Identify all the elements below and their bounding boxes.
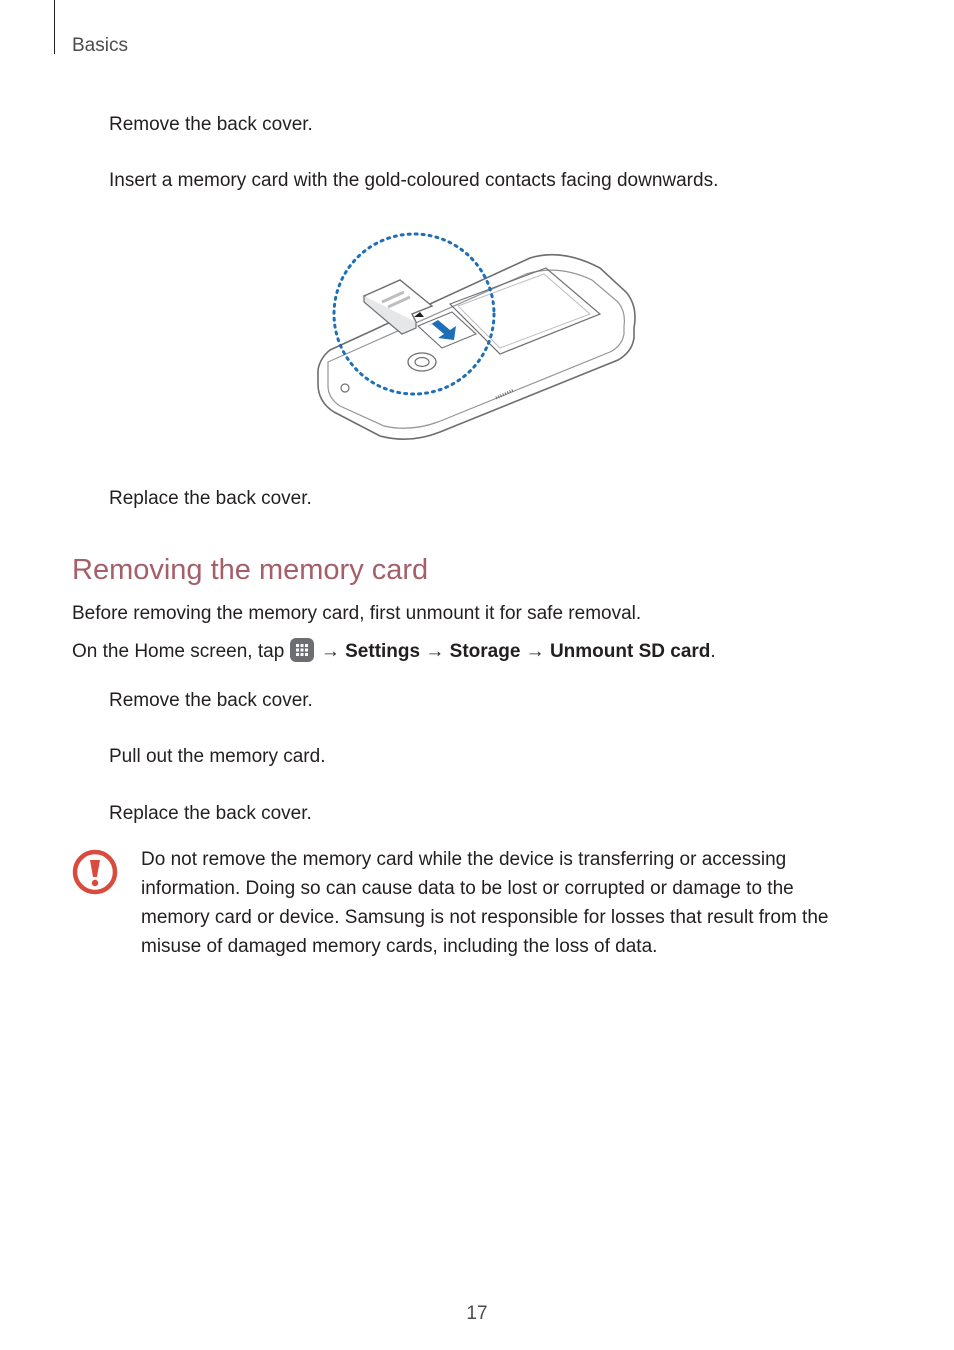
step-replace-cover: Replace the back cover.: [109, 488, 312, 509]
intro-text: Before removing the memory card, first unmount it for safe removal.: [72, 603, 642, 624]
remove-step-3: Replace the back cover.: [109, 803, 312, 824]
unmount-label: Unmount SD card: [549, 641, 711, 662]
step-insert-card: Insert a memory card with the gold-coloured contacts facing downwards.: [109, 170, 719, 191]
phone-body: [318, 255, 635, 440]
step-remove-cover: Remove the back cover.: [109, 114, 313, 135]
caution-text: Do not remove the memory card while the device is transferring or accessing information. Doing so can cause data to be lost or corrupted or damage to the memory card or device. Samsung is not responsible for losses that result from the misuse of damaged memory cards, including the loss of data.: [141, 849, 829, 957]
arrow-1: →: [320, 641, 340, 662]
arrow-3: →: [525, 641, 545, 662]
settings-label: Settings: [345, 641, 421, 662]
storage-label: Storage: [449, 641, 521, 662]
page-number: 17: [466, 1303, 488, 1324]
apps-icon: [290, 638, 314, 662]
remove-step-1: Remove the back cover.: [109, 690, 313, 711]
caution-icon: [72, 849, 118, 895]
section-label: Basics: [72, 35, 128, 56]
header-rule: [54, 0, 55, 54]
path-period: .: [710, 641, 716, 662]
remove-step-2: Pull out the memory card.: [109, 746, 326, 767]
settings-path: [72, 638, 716, 664]
memory-card-illustration: [300, 222, 645, 452]
arrow-2: →: [425, 641, 445, 662]
section-heading: Removing the memory card: [72, 554, 429, 586]
path-prefix: On the Home screen, tap: [72, 641, 285, 662]
